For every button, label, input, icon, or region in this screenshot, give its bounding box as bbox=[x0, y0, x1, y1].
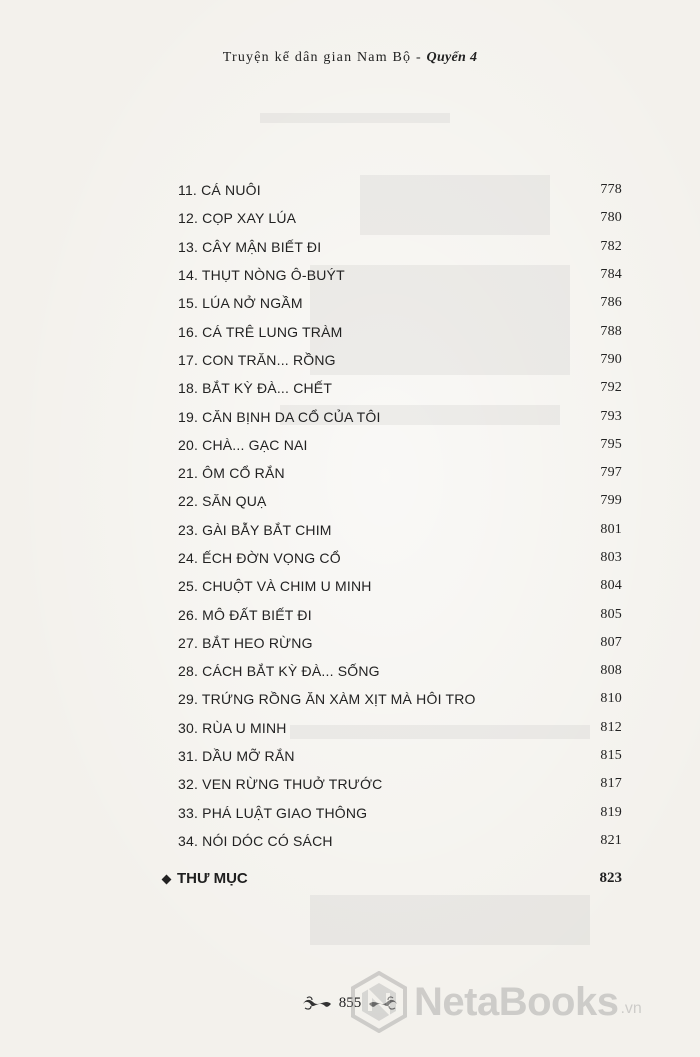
toc-entry-page: 810 bbox=[600, 691, 622, 707]
toc-entry-title: 31. DẦU MỠ RẮN bbox=[178, 748, 295, 765]
toc-entry bbox=[178, 544, 622, 572]
toc-entry bbox=[178, 346, 622, 374]
watermark-brand: NetaBooks bbox=[414, 979, 619, 1024]
toc-entry bbox=[178, 233, 622, 261]
toc-entry-title: 21. ÔM CỔ RẮN bbox=[178, 465, 285, 482]
toc-entry-page: 795 bbox=[600, 436, 622, 452]
toc-entry-page: 805 bbox=[600, 606, 622, 622]
page-number: 855 bbox=[338, 994, 362, 1011]
toc-entry bbox=[178, 317, 622, 345]
toc-entry-page: 790 bbox=[600, 351, 622, 367]
header-separator: - bbox=[411, 50, 427, 65]
toc-entry-page: 819 bbox=[600, 804, 622, 820]
toc-entry bbox=[178, 374, 622, 402]
toc-entry bbox=[178, 261, 622, 289]
left-flourish-icon bbox=[299, 994, 333, 1012]
toc-entry-page: 807 bbox=[600, 634, 622, 650]
toc-entry-page: 815 bbox=[600, 748, 622, 764]
toc-entry-title: 14. THỤT NÒNG Ô-BUÝT bbox=[178, 267, 345, 284]
toc-entry bbox=[178, 176, 622, 204]
toc-entry bbox=[178, 799, 622, 827]
toc-entry bbox=[178, 487, 622, 515]
toc-entry bbox=[178, 459, 622, 487]
toc-entry bbox=[178, 770, 622, 798]
toc-entry-page: 821 bbox=[600, 832, 622, 848]
toc-entry-page: 778 bbox=[600, 182, 622, 198]
toc-entry bbox=[178, 827, 622, 855]
toc-entry bbox=[178, 629, 622, 657]
toc-entry bbox=[178, 516, 622, 544]
toc-entry-page: 788 bbox=[600, 323, 622, 339]
volume-label: Quyển 4 bbox=[426, 50, 478, 65]
toc-entry bbox=[178, 289, 622, 317]
toc-entry-page: 793 bbox=[600, 408, 622, 424]
section-entry-bibliography bbox=[163, 870, 622, 887]
toc-entry-title: 34. NÓI DÓC CÓ SÁCH bbox=[178, 832, 333, 849]
toc-entry-title: 15. LÚA NỞ NGẦM bbox=[178, 295, 303, 312]
toc-entry-title: 33. PHÁ LUẬT GIAO THÔNG bbox=[178, 804, 368, 821]
toc-entry-title: 32. VEN RỪNG THUỞ TRƯỚC bbox=[178, 776, 383, 793]
toc-entry-page: 780 bbox=[600, 210, 622, 226]
toc-entry-page: 797 bbox=[600, 465, 622, 481]
toc-entry-title: 29. TRỨNG RỒNG ĂN XÀM XỊT MÀ HÔI TRO bbox=[178, 691, 476, 708]
toc-entry bbox=[178, 742, 622, 770]
watermark-suffix: .vn bbox=[620, 1000, 642, 1017]
table-of-contents bbox=[178, 176, 622, 855]
toc-entry-page: 812 bbox=[600, 719, 622, 735]
toc-entry-title: 30. RÙA U MINH bbox=[178, 719, 287, 736]
toc-entry-title: 23. GÀI BẪY BẮT CHIM bbox=[178, 521, 332, 538]
toc-entry-page: 808 bbox=[600, 663, 622, 679]
netabooks-watermark bbox=[350, 970, 700, 1034]
toc-entry-title: 26. MÔ ĐẤT BIẾT ĐI bbox=[178, 606, 312, 623]
toc-entry-title: 19. CĂN BỊNH DA CỔ CỦA TÔI bbox=[178, 408, 381, 425]
toc-entry-title: 28. CÁCH BẮT KỲ ĐÀ... SỐNG bbox=[178, 663, 380, 680]
toc-entry bbox=[178, 714, 622, 742]
toc-entry bbox=[178, 431, 622, 459]
section-title: THƯ MỤC bbox=[177, 870, 248, 887]
toc-entry-page: 799 bbox=[600, 493, 622, 509]
series-title: Truyện kể dân gian Nam Bộ bbox=[222, 50, 412, 65]
toc-entry bbox=[178, 685, 622, 713]
toc-entry-page: 782 bbox=[600, 238, 622, 254]
netabooks-logo-icon bbox=[350, 971, 408, 1033]
toc-entry-page: 792 bbox=[600, 380, 622, 396]
toc-entry-title: 27. BẮT HEO RỪNG bbox=[178, 634, 313, 651]
toc-entry-page: 817 bbox=[600, 776, 622, 792]
toc-entry-page: 801 bbox=[600, 521, 622, 537]
toc-entry bbox=[178, 600, 622, 628]
toc-entry-page: 784 bbox=[600, 267, 622, 283]
toc-entry-title: 16. CÁ TRÊ LUNG TRÀM bbox=[178, 323, 343, 340]
toc-entry-page: 786 bbox=[600, 295, 622, 311]
toc-entry-title: 11. CÁ NUÔI bbox=[178, 182, 261, 199]
toc-entry-title: 20. CHÀ... GẠC NAI bbox=[178, 436, 308, 453]
running-header bbox=[0, 50, 700, 66]
toc-entry-title: 17. CON TRĂN... RỒNG bbox=[178, 351, 336, 368]
toc-entry bbox=[178, 204, 622, 232]
toc-entry-title: 25. CHUỘT VÀ CHIM U MINH bbox=[178, 578, 372, 595]
toc-entry-title: 22. SĂN QUẠ bbox=[178, 493, 267, 510]
toc-entry bbox=[178, 402, 622, 430]
section-page-number: 823 bbox=[599, 870, 622, 886]
toc-entry-title: 12. CỌP XAY LÚA bbox=[178, 210, 297, 227]
toc-entry-title: 13. CÂY MẬN BIẾT ĐI bbox=[178, 238, 322, 255]
diamond-bullet-icon bbox=[162, 874, 172, 884]
toc-entry bbox=[178, 572, 622, 600]
toc-entry-title: 18. BẮT KỲ ĐÀ... CHẾT bbox=[178, 380, 333, 397]
toc-entry bbox=[178, 657, 622, 685]
toc-entry-title: 24. ẾCH ĐỜN VỌNG CỔ bbox=[178, 550, 341, 566]
toc-entry-page: 804 bbox=[600, 578, 622, 594]
toc-entry-page: 803 bbox=[600, 550, 622, 565]
